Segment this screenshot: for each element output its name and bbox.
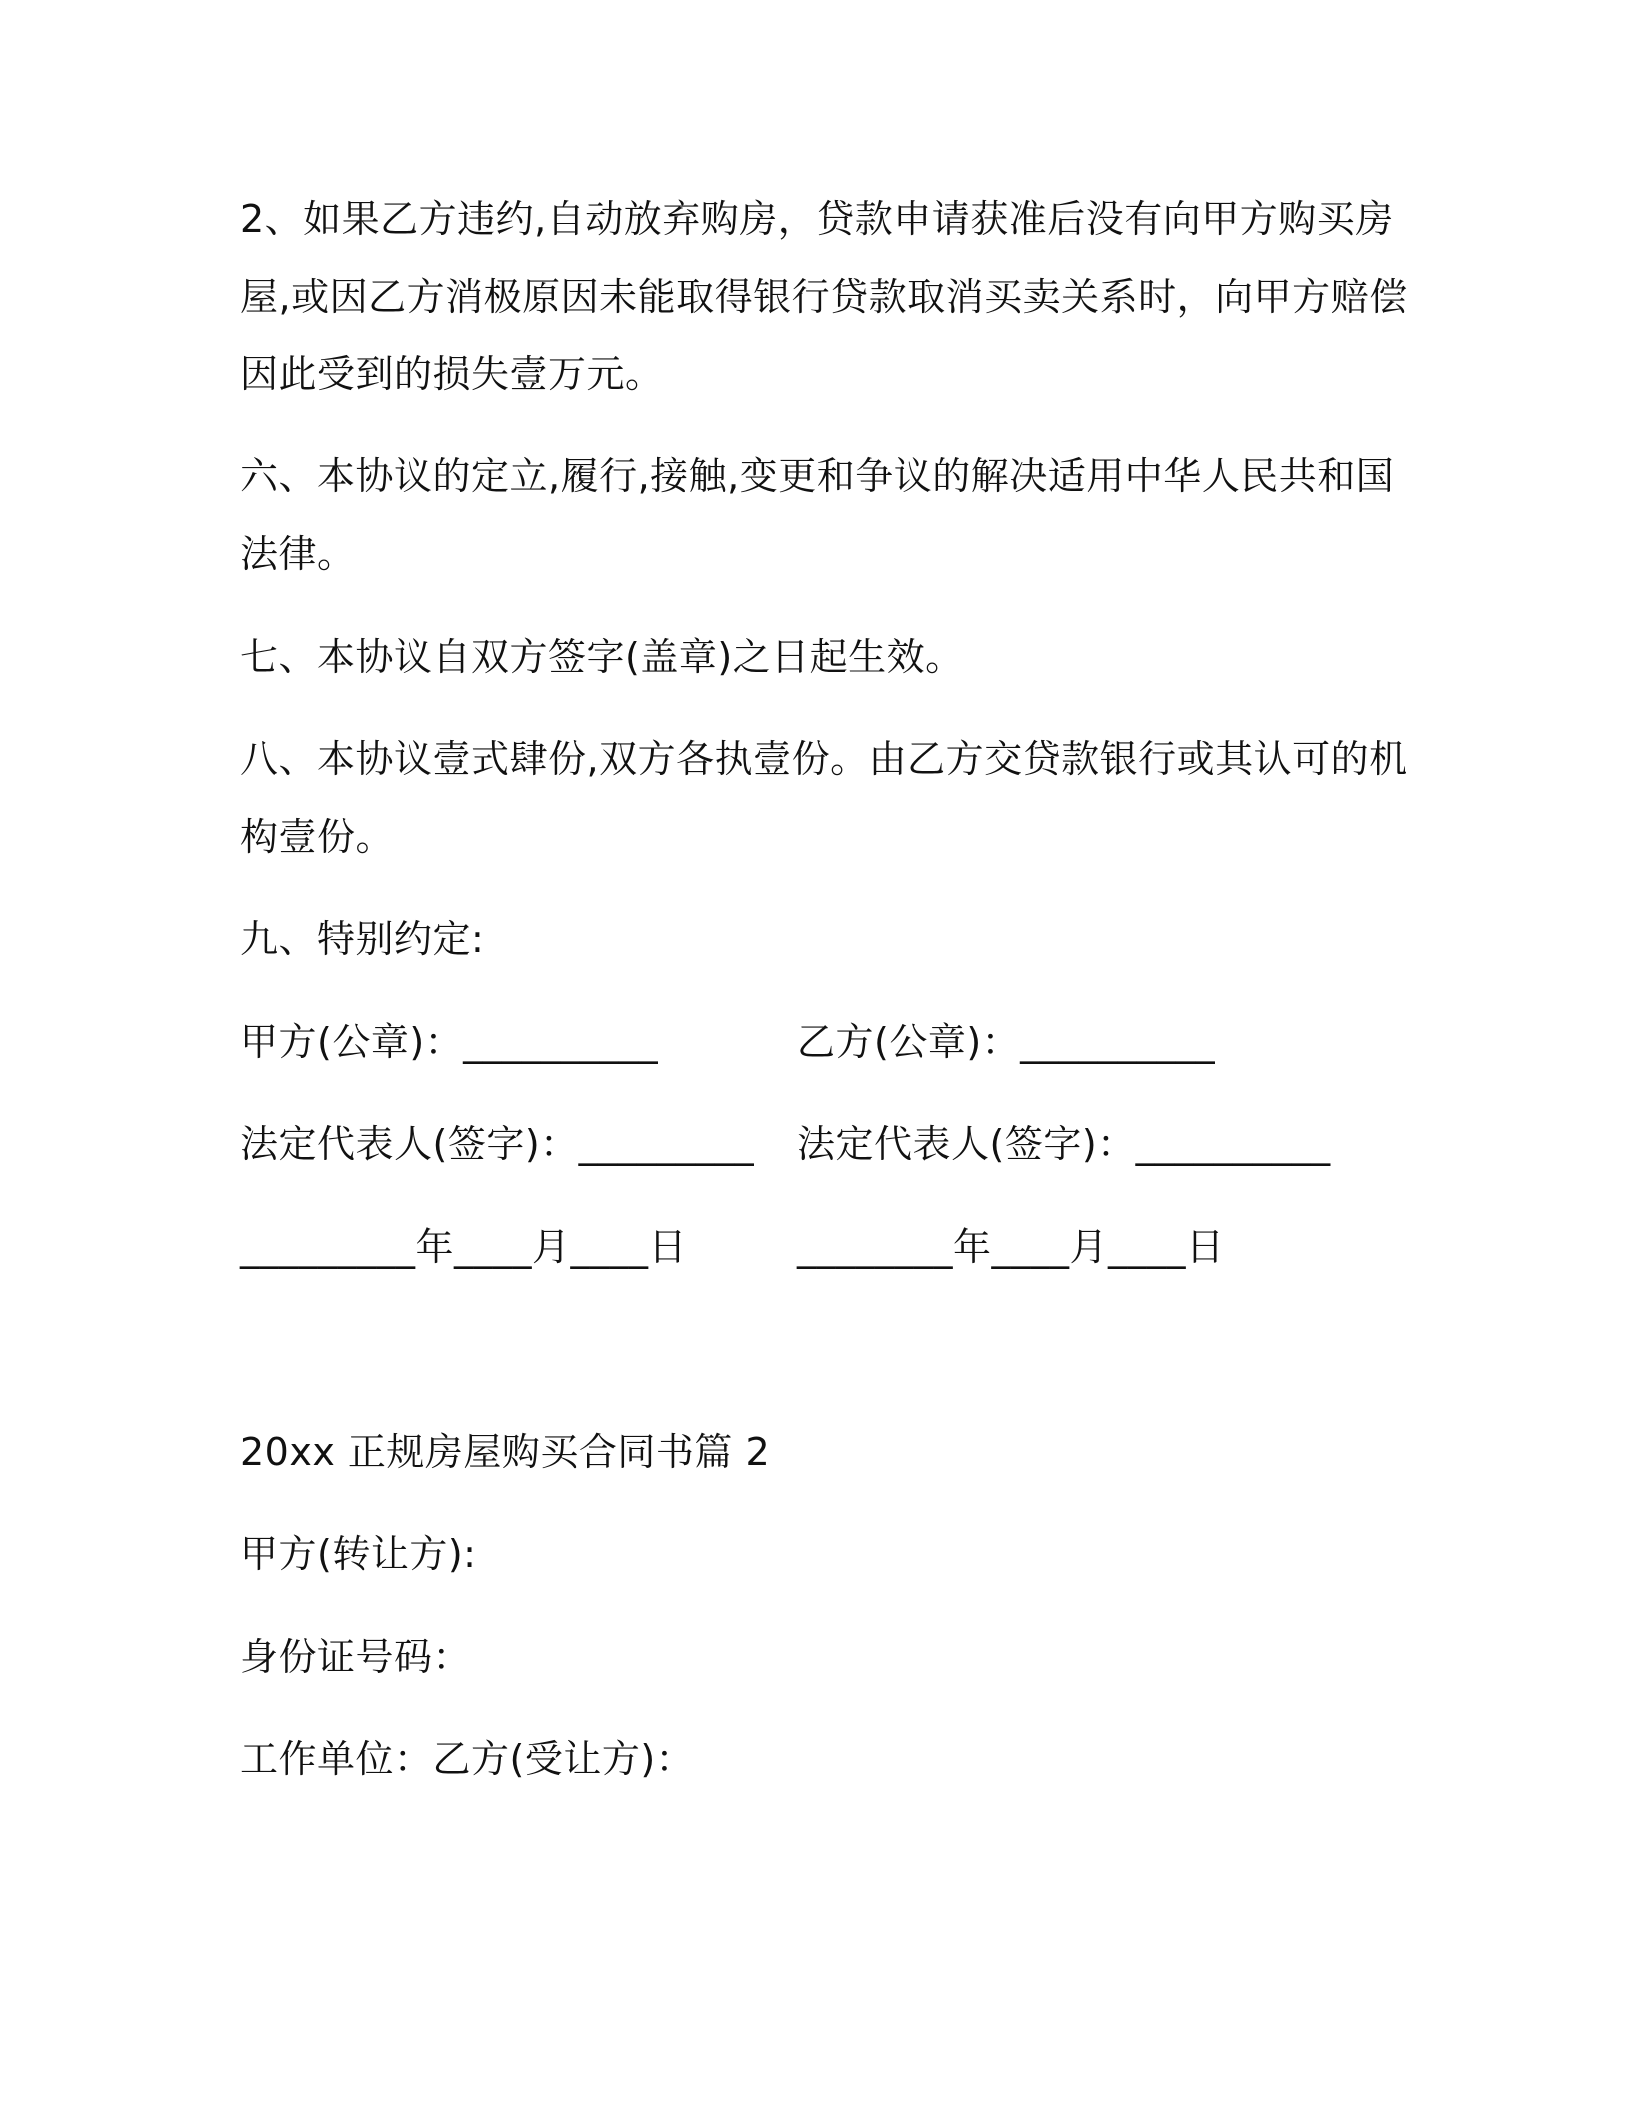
party-b-date: ________年____月____日 — [797, 1225, 1225, 1269]
clause-9-heading: 九、特别约定: — [240, 917, 485, 961]
clause-7: 七、本协议自双方签字(盖章)之日起生效。 — [240, 635, 964, 679]
party-b-seal: 乙方(公章)：__________ — [797, 1020, 1216, 1064]
party-a-seal: 甲方(公章)：__________ — [240, 1020, 659, 1064]
clause-8-line-2: 构壹份。 — [240, 815, 395, 859]
party-b-representative: 法定代表人(签字)：__________ — [797, 1122, 1331, 1166]
party-a-representative: 法定代表人(签字)：_________ — [240, 1122, 755, 1166]
party-a-date: _________年____月____日 — [240, 1225, 688, 1269]
party-a-transferor-label: 甲方(转让方): — [240, 1532, 477, 1576]
clause-2-line-3: 因此受到的损失壹万元。 — [240, 352, 664, 396]
clause-6-line-1: 六、本协议的定立,履行,接触,变更和争议的解决适用中华人民共和国 — [240, 454, 1395, 498]
clause-6-line-2: 法律。 — [240, 532, 356, 576]
clause-2-line-1: 2、如果乙方违约,自动放弃购房，贷款申请获准后没有向甲方购买房 — [240, 197, 1394, 241]
section-title: 20xx 正规房屋购买合同书篇 2 — [240, 1430, 771, 1474]
id-number-label: 身份证号码： — [240, 1635, 472, 1679]
clause-8-line-1: 八、本协议壹式肆份,双方各执壹份。由乙方交贷款银行或其认可的机 — [240, 737, 1408, 781]
clause-2-line-2: 屋,或因乙方消极原因未能取得银行贷款取消买卖关系时，向甲方赔偿 — [240, 275, 1408, 319]
work-unit-label: 工作单位：乙方(受让方)： — [240, 1737, 695, 1781]
